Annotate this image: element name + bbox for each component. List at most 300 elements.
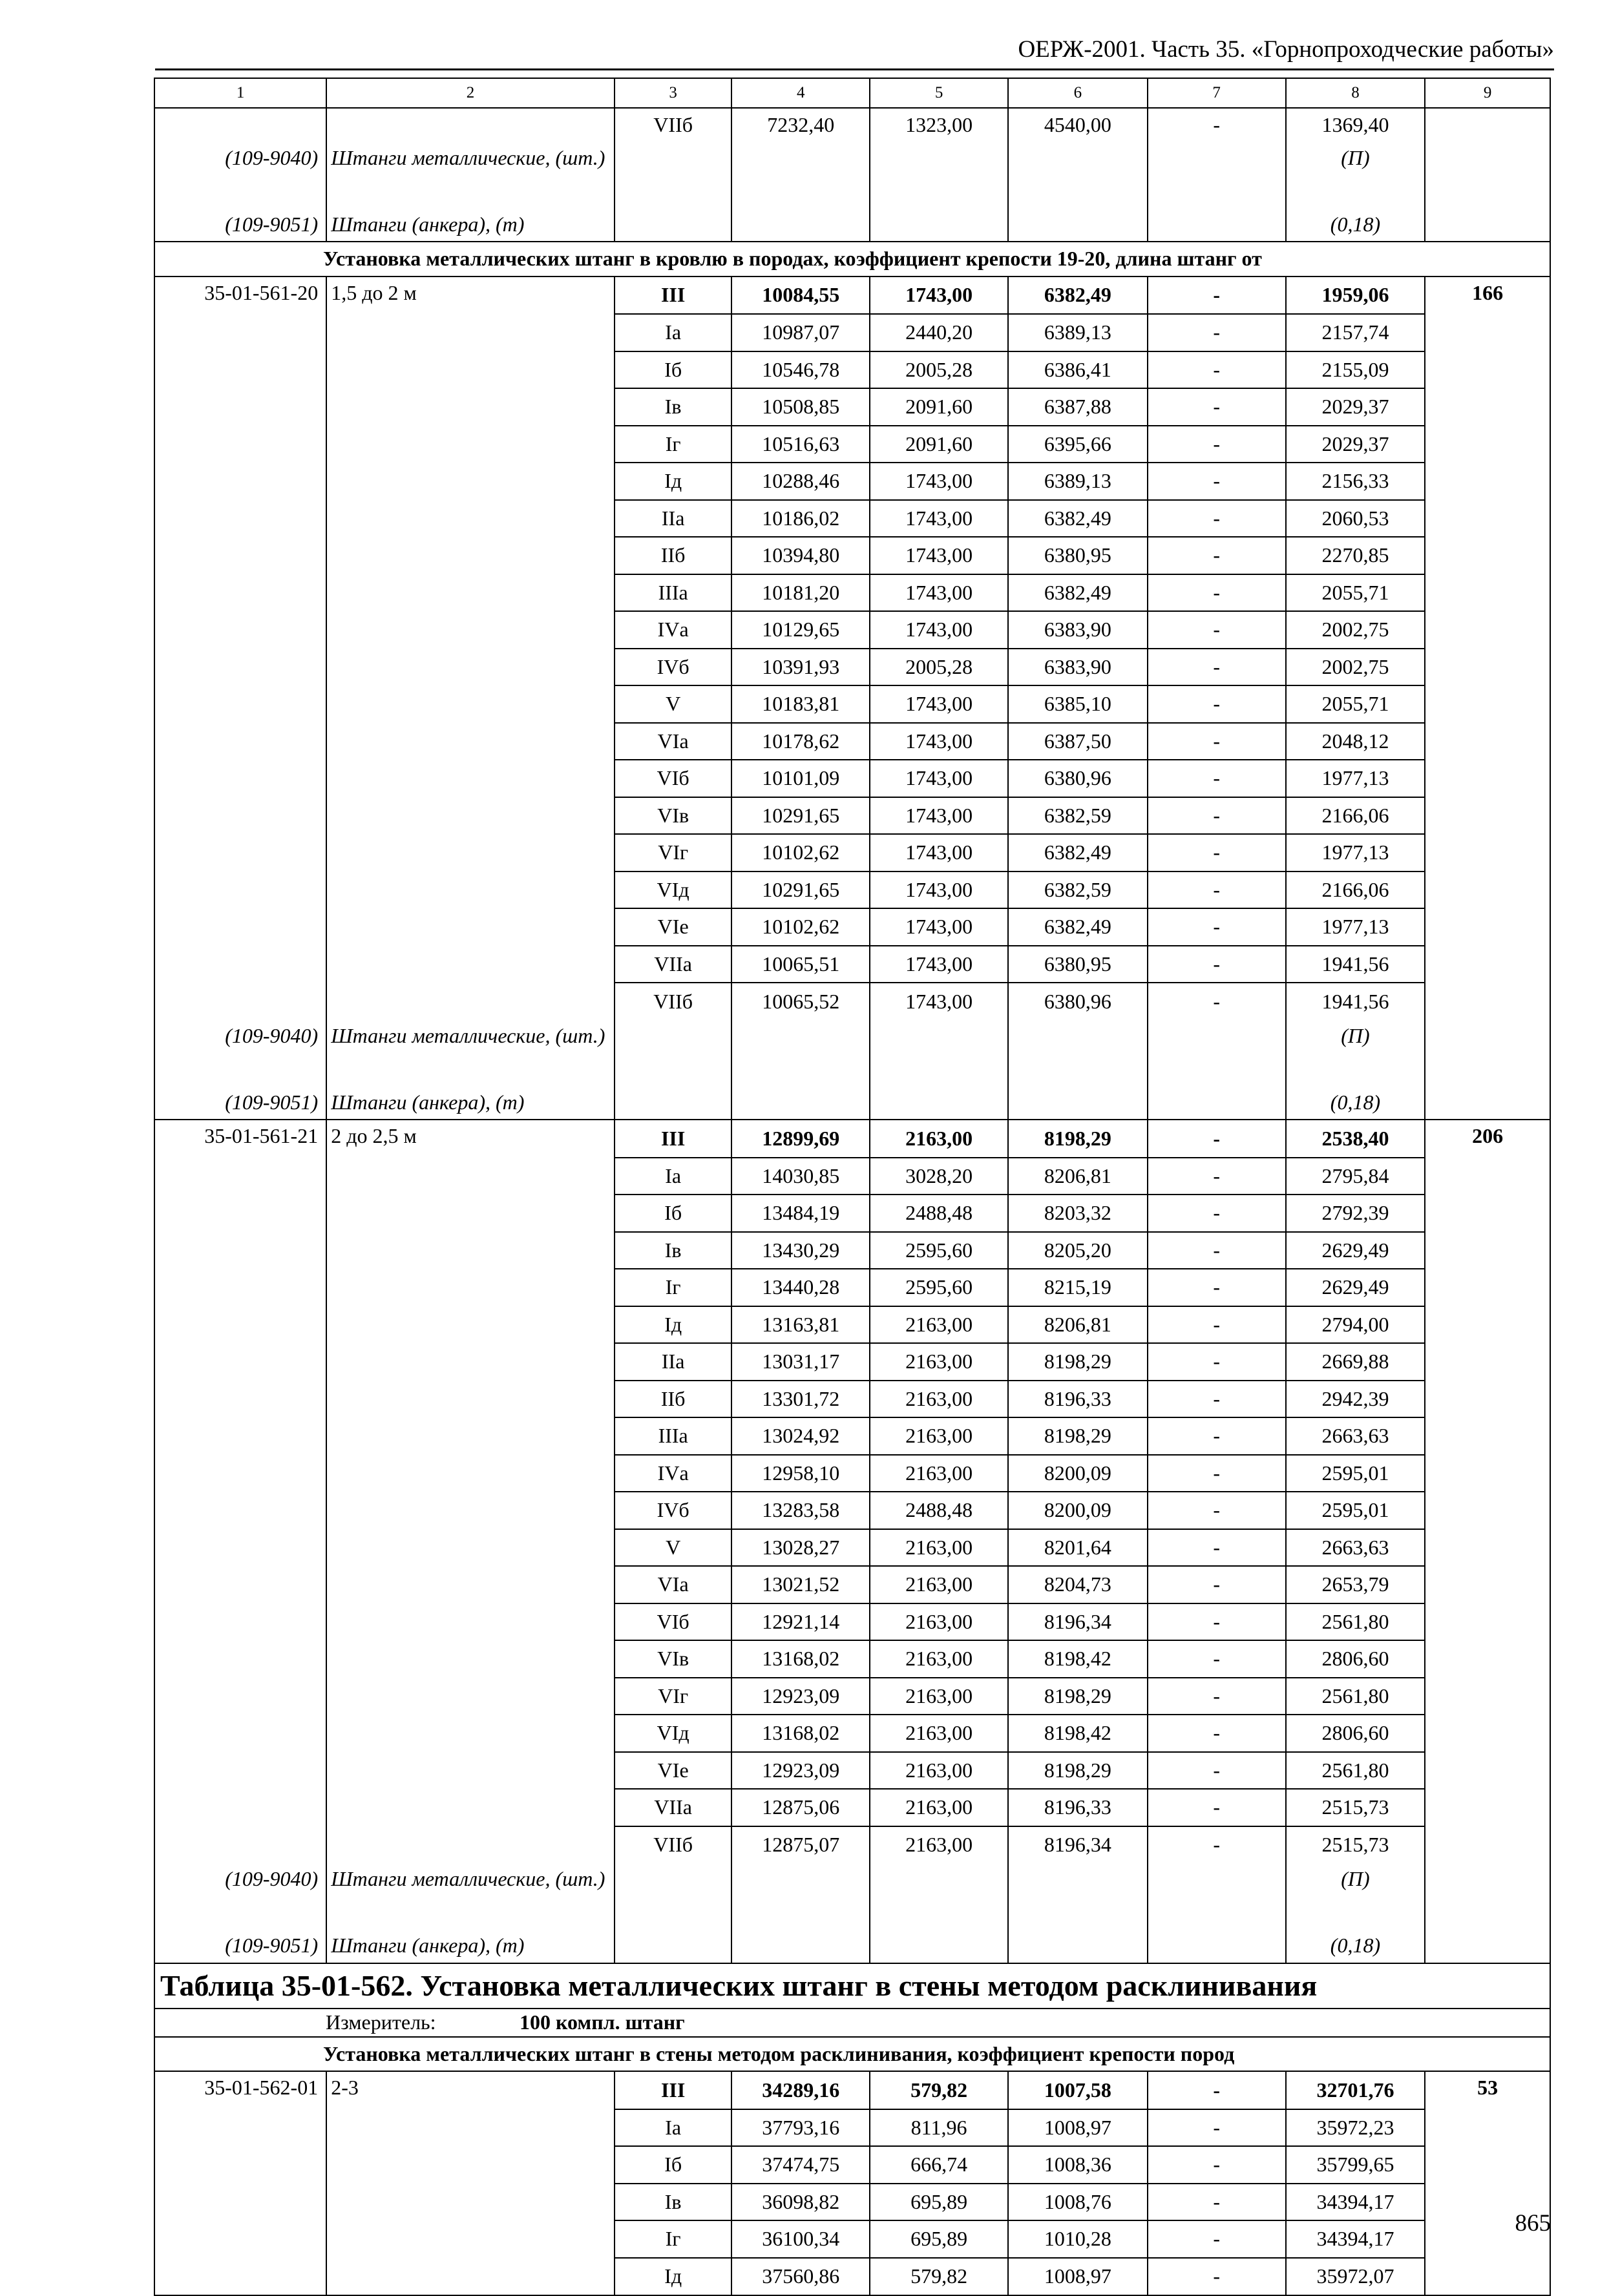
blank-cell (154, 388, 326, 426)
material-cost-cell: 32701,76 (1286, 2071, 1425, 2109)
direct-cost-cell: 12923,09 (731, 1678, 870, 1715)
machine-cost-cell: 6382,49 (1008, 834, 1148, 871)
blank-cell (1425, 1195, 1550, 1232)
blank-cell (326, 1381, 615, 1418)
material-code: (109-9051) (154, 208, 326, 242)
blank-cell (1148, 1929, 1286, 1963)
class-cell: Iа (615, 1158, 732, 1195)
labor-cost-cell: 2163,00 (870, 1120, 1008, 1158)
blank-cell (154, 1640, 326, 1678)
labor-cost-cell: 1743,00 (870, 537, 1008, 574)
class-cell: Iг (615, 426, 732, 463)
blank-cell (326, 760, 615, 797)
blank-cell (1425, 1343, 1550, 1381)
class-cell: Iв (615, 2184, 732, 2221)
column-number: 2 (326, 78, 615, 108)
column-number: 5 (870, 78, 1008, 108)
material-cost-cell: 1959,06 (1286, 277, 1425, 315)
blank-cell (1425, 463, 1550, 500)
labor-cost-cell: 1743,00 (870, 500, 1008, 537)
column-number: 4 (731, 78, 870, 108)
material-code: (109-9040) (154, 1020, 326, 1086)
blank-cell (1425, 1715, 1550, 1752)
section-header-row (154, 2037, 1550, 2072)
driver-wage-cell: - (1148, 1566, 1286, 1603)
blank-cell (1425, 871, 1550, 909)
class-cell: Iа (615, 314, 732, 351)
blank-cell (731, 1086, 870, 1120)
direct-cost-cell: 13484,19 (731, 1195, 870, 1232)
blank-cell (154, 463, 326, 500)
labor-cost-cell: 2595,60 (870, 1232, 1008, 1269)
class-cell: III (615, 277, 732, 315)
blank-cell (154, 314, 326, 351)
blank-cell (154, 983, 326, 1020)
class-cell: IVа (615, 611, 732, 649)
driver-wage-cell: - (1148, 537, 1286, 574)
machine-cost-cell: 6383,90 (1008, 611, 1148, 649)
labor-hours-cell: 206 (1425, 1120, 1550, 1158)
material-row (154, 208, 1550, 242)
labor-cost-cell: 2595,60 (870, 1269, 1008, 1306)
blank-cell (1008, 1086, 1148, 1120)
class-cell: VIб (615, 760, 732, 797)
driver-wage-cell: - (1148, 2220, 1286, 2258)
labor-hours-cell: 166 (1425, 277, 1550, 315)
machine-cost-cell: 8198,29 (1008, 1343, 1148, 1381)
material-row (154, 1086, 1550, 1120)
blank-cell (326, 1715, 615, 1752)
page-number: 865 (1515, 2210, 1551, 2237)
driver-wage-cell: - (1148, 1826, 1286, 1864)
blank-cell (154, 760, 326, 797)
blank-cell (1425, 1529, 1550, 1567)
table-row (154, 1678, 1550, 1715)
blank-cell (326, 834, 615, 871)
direct-cost-cell: 10394,80 (731, 537, 870, 574)
blank-cell (1008, 1929, 1148, 1963)
table-row (154, 2071, 1550, 2109)
blank-cell (1148, 1020, 1286, 1086)
column-number: 1 (154, 78, 326, 108)
blank-cell (154, 2258, 326, 2296)
labor-cost-cell: 1743,00 (870, 871, 1008, 909)
column-number: 3 (615, 78, 732, 108)
blank-cell (326, 723, 615, 760)
material-cost-cell: 2629,49 (1286, 1232, 1425, 1269)
column-number: 6 (1008, 78, 1148, 108)
direct-cost-cell: 10183,81 (731, 685, 870, 723)
machine-cost-cell: 6382,59 (1008, 797, 1148, 835)
driver-wage-cell: - (1148, 1306, 1286, 1344)
material-cost-cell: 2515,73 (1286, 1826, 1425, 1864)
machine-cost-cell: 8198,42 (1008, 1640, 1148, 1678)
direct-cost-cell: 13163,81 (731, 1306, 870, 1344)
material-cost-cell: 2561,80 (1286, 1752, 1425, 1790)
blank-cell (1425, 723, 1550, 760)
material-cost-cell: 2561,80 (1286, 1678, 1425, 1715)
machine-cost-cell: 1007,58 (1008, 2071, 1148, 2109)
material-row (154, 1929, 1550, 1963)
blank-cell (326, 797, 615, 835)
machine-cost-cell: 6387,88 (1008, 388, 1148, 426)
rates-table (154, 78, 1551, 2296)
direct-cost-cell: 10516,63 (731, 426, 870, 463)
driver-wage-cell: - (1148, 611, 1286, 649)
blank-cell (1425, 1306, 1550, 1344)
blank-cell (326, 983, 615, 1020)
table-row (154, 1158, 1550, 1195)
material-cost-cell: 2663,63 (1286, 1417, 1425, 1455)
table-row (154, 1455, 1550, 1492)
direct-cost-cell: 12875,06 (731, 1789, 870, 1826)
material-cost-cell: 2669,88 (1286, 1343, 1425, 1381)
blank-cell (870, 1020, 1008, 1086)
material-cost-cell: 2002,75 (1286, 649, 1425, 686)
labor-cost-cell: 811,96 (870, 2109, 1008, 2147)
driver-wage-cell: - (1148, 1529, 1286, 1567)
material-cost-cell: 2060,53 (1286, 500, 1425, 537)
labor-cost-cell: 1743,00 (870, 574, 1008, 612)
rate-code: 35-01-562-01 (154, 2071, 326, 2109)
machine-cost-cell: 6382,49 (1008, 908, 1148, 946)
material-cost-cell: 2048,12 (1286, 723, 1425, 760)
blank-cell (1008, 1020, 1148, 1086)
labor-cost-cell: 2488,48 (870, 1492, 1008, 1529)
labor-cost-cell: 579,82 (870, 2258, 1008, 2296)
class-cell: VIIа (615, 1789, 732, 1826)
blank-cell (326, 426, 615, 463)
blank-cell (326, 871, 615, 909)
material-cost-cell: 34394,17 (1286, 2184, 1425, 2221)
blank-cell (154, 1158, 326, 1195)
direct-cost-cell: 10391,93 (731, 649, 870, 686)
class-cell: III (615, 2071, 732, 2109)
labor-cost-cell: 2163,00 (870, 1640, 1008, 1678)
class-cell: IVа (615, 1455, 732, 1492)
direct-cost-cell: 13283,58 (731, 1492, 870, 1529)
blank-cell (326, 351, 615, 389)
material-cost-cell: 2806,60 (1286, 1715, 1425, 1752)
driver-wage-cell: - (1148, 2109, 1286, 2147)
blank-cell (615, 1020, 732, 1086)
table-row (154, 1640, 1550, 1678)
class-cell: VIв (615, 797, 732, 835)
blank-cell (1425, 351, 1550, 389)
direct-cost-cell: 10508,85 (731, 388, 870, 426)
machine-cost-cell: 6387,50 (1008, 723, 1148, 760)
table-row (154, 1381, 1550, 1418)
blank-cell (326, 611, 615, 649)
machine-cost-cell: 8200,09 (1008, 1492, 1148, 1529)
material-code: (109-9051) (154, 1086, 326, 1120)
class-cell: Iд (615, 1306, 732, 1344)
blank-cell (154, 1455, 326, 1492)
labor-cost-cell: 695,89 (870, 2220, 1008, 2258)
labor-cost-cell: 2005,28 (870, 649, 1008, 686)
labor-cost-cell: 1743,00 (870, 463, 1008, 500)
material-cost-cell: 2795,84 (1286, 1158, 1425, 1195)
direct-cost-cell: 13031,17 (731, 1343, 870, 1381)
column-number-row (154, 78, 1550, 108)
material-cost-cell: 1369,40 (1286, 108, 1425, 142)
blank-cell (1425, 537, 1550, 574)
direct-cost-cell: 13024,92 (731, 1417, 870, 1455)
blank-cell (154, 611, 326, 649)
labor-cost-cell: 2163,00 (870, 1343, 1008, 1381)
direct-cost-cell: 14030,85 (731, 1158, 870, 1195)
direct-cost-cell: 10065,51 (731, 946, 870, 983)
machine-cost-cell: 8198,42 (1008, 1715, 1148, 1752)
machine-cost-cell: 1008,97 (1008, 2109, 1148, 2147)
blank-cell (731, 142, 870, 208)
blank-cell (154, 1381, 326, 1418)
direct-cost-cell: 10178,62 (731, 723, 870, 760)
material-cost-cell: 2155,09 (1286, 351, 1425, 389)
blank-cell (154, 1678, 326, 1715)
table-row (154, 685, 1550, 723)
table-row (154, 1195, 1550, 1232)
material-cost-cell: 2663,63 (1286, 1529, 1425, 1567)
blank-cell (1425, 1455, 1550, 1492)
blank-cell (1425, 1086, 1550, 1120)
labor-cost-cell: 2163,00 (870, 1417, 1008, 1455)
class-cell: IIIа (615, 574, 732, 612)
blank-cell (615, 208, 732, 242)
blank-cell (731, 208, 870, 242)
machine-cost-cell: 1008,76 (1008, 2184, 1148, 2221)
table-row (154, 388, 1550, 426)
machine-cost-cell: 8196,33 (1008, 1789, 1148, 1826)
direct-cost-cell: 12921,14 (731, 1603, 870, 1641)
blank-cell (1148, 1863, 1286, 1929)
blank-cell (1425, 685, 1550, 723)
driver-wage-cell: - (1148, 649, 1286, 686)
blank-cell (326, 388, 615, 426)
blank-cell (1425, 611, 1550, 649)
material-cost-cell: 2055,71 (1286, 685, 1425, 723)
blank-cell (1425, 1789, 1550, 1826)
table-row (154, 1826, 1550, 1864)
class-cell: IIб (615, 1381, 732, 1418)
blank-cell (1425, 1566, 1550, 1603)
blank-cell (154, 834, 326, 871)
blank-cell (615, 142, 732, 208)
driver-wage-cell: - (1148, 463, 1286, 500)
rate-name: 2-3 (326, 2071, 615, 2109)
class-cell: Iв (615, 1232, 732, 1269)
direct-cost-cell: 7232,40 (731, 108, 870, 142)
blank-cell (870, 1863, 1008, 1929)
class-cell: VIIб (615, 108, 732, 142)
blank-cell (1425, 2258, 1550, 2296)
table-row (154, 574, 1550, 612)
material-cost-cell: 2561,80 (1286, 1603, 1425, 1641)
blank-cell (154, 1789, 326, 1826)
blank-cell (615, 1929, 732, 1963)
blank-cell (154, 1232, 326, 1269)
machine-cost-cell: 6382,49 (1008, 277, 1148, 315)
class-cell: VIд (615, 1715, 732, 1752)
blank-cell (1148, 208, 1286, 242)
labor-cost-cell: 1743,00 (870, 983, 1008, 1020)
labor-cost-cell: 2163,00 (870, 1826, 1008, 1864)
machine-cost-cell: 1008,36 (1008, 2146, 1148, 2184)
blank-cell (154, 1529, 326, 1567)
labor-cost-cell: 1743,00 (870, 760, 1008, 797)
section-title: Установка металлических штанг в стены методом расклинивания, коэффициент крепости пород (154, 2037, 1550, 2072)
blank-cell (326, 1343, 615, 1381)
driver-wage-cell: - (1148, 1603, 1286, 1641)
table-row (154, 1492, 1550, 1529)
machine-cost-cell: 8205,20 (1008, 1232, 1148, 1269)
class-cell: VIIб (615, 1826, 732, 1864)
material-cost-cell: 2055,71 (1286, 574, 1425, 612)
blank-cell (326, 1566, 615, 1603)
material-code: (109-9051) (154, 1929, 326, 1963)
meter-label: Измеритель: (326, 2010, 436, 2034)
blank-cell (154, 500, 326, 537)
driver-wage-cell: - (1148, 685, 1286, 723)
machine-cost-cell: 6395,66 (1008, 426, 1148, 463)
direct-cost-cell: 13168,02 (731, 1640, 870, 1678)
machine-cost-cell: 6380,96 (1008, 983, 1148, 1020)
blank-cell (326, 2146, 615, 2184)
blank-cell (1148, 142, 1286, 208)
blank-cell (326, 946, 615, 983)
class-cell: VIд (615, 871, 732, 909)
material-cost-cell: 2629,49 (1286, 1269, 1425, 1306)
rates-table-wrapper (154, 78, 1551, 2296)
labor-cost-cell: 2163,00 (870, 1455, 1008, 1492)
driver-wage-cell: - (1148, 1492, 1286, 1529)
direct-cost-cell: 10181,20 (731, 574, 870, 612)
blank-cell (326, 574, 615, 612)
labor-cost-cell: 1743,00 (870, 946, 1008, 983)
blank-cell (1425, 1381, 1550, 1418)
driver-wage-cell: - (1148, 574, 1286, 612)
machine-cost-cell: 8215,19 (1008, 1269, 1148, 1306)
material-cost-cell: 1941,56 (1286, 946, 1425, 983)
driver-wage-cell: - (1148, 277, 1286, 315)
labor-cost-cell: 2163,00 (870, 1381, 1008, 1418)
labor-cost-cell: 1743,00 (870, 723, 1008, 760)
class-cell: Iв (615, 388, 732, 426)
blank-cell (1425, 946, 1550, 983)
direct-cost-cell: 13301,72 (731, 1381, 870, 1418)
blank-cell (1425, 426, 1550, 463)
blank-cell (154, 649, 326, 686)
blank-cell (154, 2220, 326, 2258)
column-number: 9 (1425, 78, 1550, 108)
class-cell: IVб (615, 649, 732, 686)
blank-cell (154, 908, 326, 946)
table-row (154, 1566, 1550, 1603)
rate-code: 35-01-561-21 (154, 1120, 326, 1158)
labor-cost-cell: 695,89 (870, 2184, 1008, 2221)
labor-cost-cell: 1743,00 (870, 834, 1008, 871)
blank-cell (326, 314, 615, 351)
class-cell: VIв (615, 1640, 732, 1678)
machine-cost-cell: 6389,13 (1008, 314, 1148, 351)
blank-cell (1425, 2109, 1550, 2147)
material-name: Штанги металлические, (шт.) (326, 1020, 615, 1086)
material-value: (П) (1286, 1020, 1425, 1086)
driver-wage-cell: - (1148, 1678, 1286, 1715)
table-row (154, 2109, 1550, 2147)
class-cell: IIа (615, 1343, 732, 1381)
labor-cost-cell: 1743,00 (870, 908, 1008, 946)
table-title-row (154, 1963, 1550, 2009)
labor-cost-cell: 2163,00 (870, 1529, 1008, 1567)
table-row (154, 500, 1550, 537)
machine-cost-cell: 6383,90 (1008, 649, 1148, 686)
class-cell: IVб (615, 1492, 732, 1529)
material-cost-cell: 1977,13 (1286, 834, 1425, 871)
driver-wage-cell: - (1148, 1269, 1286, 1306)
machine-cost-cell: 6382,49 (1008, 500, 1148, 537)
material-value: (0,18) (1286, 1086, 1425, 1120)
labor-cost-cell: 2163,00 (870, 1566, 1008, 1603)
blank-cell (1425, 983, 1550, 1020)
driver-wage-cell: - (1148, 351, 1286, 389)
blank-cell (154, 723, 326, 760)
blank-cell (731, 1863, 870, 1929)
labor-cost-cell: 2163,00 (870, 1603, 1008, 1641)
table-row (154, 1232, 1550, 1269)
blank-cell (1425, 314, 1550, 351)
blank-cell (154, 1195, 326, 1232)
class-cell: III (615, 1120, 732, 1158)
rate-code: 35-01-561-20 (154, 277, 326, 315)
blank-cell (326, 1752, 615, 1790)
blank-cell (154, 1417, 326, 1455)
machine-cost-cell: 8206,81 (1008, 1158, 1148, 1195)
blank-cell (154, 1343, 326, 1381)
class-cell: Iд (615, 2258, 732, 2296)
material-cost-cell: 2794,00 (1286, 1306, 1425, 1344)
class-cell: Iа (615, 2109, 732, 2147)
driver-wage-cell: - (1148, 1381, 1286, 1418)
table-row (154, 946, 1550, 983)
labor-cost-cell: 579,82 (870, 2071, 1008, 2109)
table-row (154, 797, 1550, 835)
blank-cell (870, 208, 1008, 242)
class-cell: Iб (615, 351, 732, 389)
direct-cost-cell: 10291,65 (731, 797, 870, 835)
rate-name: 1,5 до 2 м (326, 277, 615, 315)
material-name: Штанги (анкера), (т) (326, 1086, 615, 1120)
section-header-row (154, 242, 1550, 277)
blank-cell (326, 1826, 615, 1864)
material-cost-cell: 2166,06 (1286, 797, 1425, 835)
blank-cell (1425, 760, 1550, 797)
material-row (154, 1863, 1550, 1929)
driver-wage-cell: - (1148, 1715, 1286, 1752)
class-cell: V (615, 1529, 732, 1567)
blank-cell (326, 500, 615, 537)
blank-cell (326, 1158, 615, 1195)
driver-wage-cell: - (1148, 1158, 1286, 1195)
blank-cell (326, 1455, 615, 1492)
table-row (154, 1120, 1550, 1158)
blank-cell (1425, 142, 1550, 208)
labor-cost-cell: 2163,00 (870, 1678, 1008, 1715)
table-row (154, 108, 1550, 142)
blank-cell (326, 463, 615, 500)
machine-cost-cell: 6386,41 (1008, 351, 1148, 389)
driver-wage-cell: - (1148, 1195, 1286, 1232)
